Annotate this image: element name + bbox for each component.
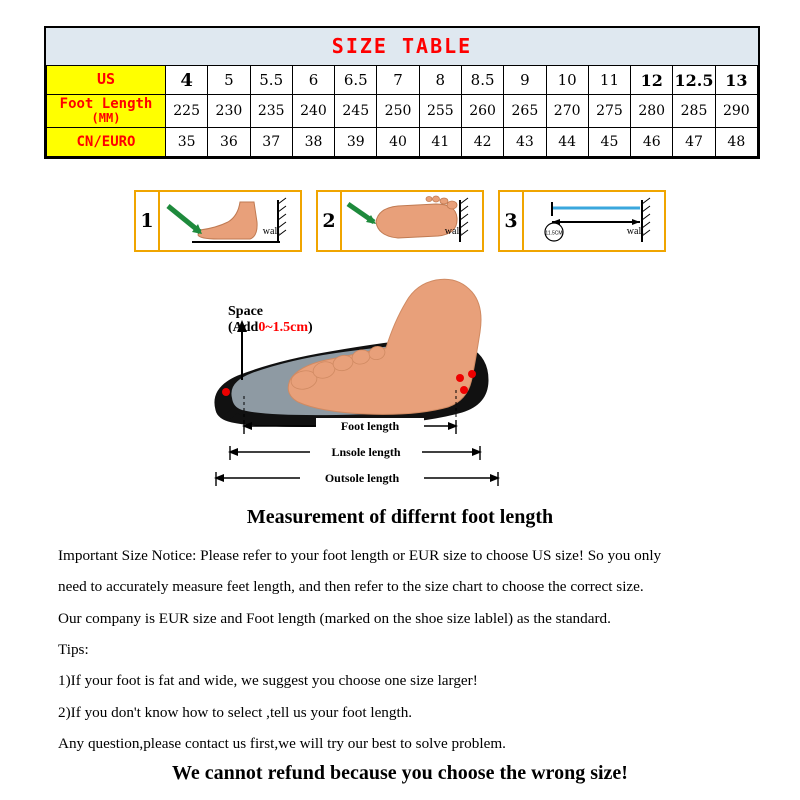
cell-us-8: 9 bbox=[504, 66, 546, 95]
cell-cn-13: 48 bbox=[715, 127, 757, 156]
cell-cn-4: 39 bbox=[335, 127, 377, 156]
cell-cn-7: 42 bbox=[461, 127, 503, 156]
notice-line-2: need to accurately measure feet length, and then refer to the size chart to choose the correct size. bbox=[58, 578, 644, 596]
notice-line-5: 1)If your foot is fat and wide, we suggest you choose one size larger! bbox=[58, 672, 478, 690]
notice-line-3: Our company is EUR size and Foot length (marked on the shoe size lablel) as the standard. bbox=[58, 609, 611, 627]
size-notice-text bbox=[58, 540, 758, 759]
step-3-illustration bbox=[522, 192, 666, 250]
row-header-cn-euro bbox=[47, 127, 166, 156]
cell-us-4: 6.5 bbox=[335, 66, 377, 95]
cell-cn-3: 38 bbox=[292, 127, 334, 156]
cell-len-9: 270 bbox=[546, 95, 588, 128]
space-label-prefix: (Add bbox=[228, 320, 259, 336]
size-table-block bbox=[44, 26, 760, 159]
measurement-steps bbox=[134, 190, 666, 252]
cell-len-11: 280 bbox=[631, 95, 673, 128]
step-2-illustration bbox=[340, 192, 484, 250]
cell-us-2: 5.5 bbox=[250, 66, 292, 95]
cell-us-1: 5 bbox=[208, 66, 250, 95]
cell-cn-1: 36 bbox=[208, 127, 250, 156]
row-header-us bbox=[47, 66, 166, 95]
cell-us-13: 13 bbox=[715, 66, 757, 95]
space-label-suffix: ) bbox=[308, 320, 313, 336]
notice-line-7: Any question,please contact us first,we will try our best to solve problem. bbox=[58, 734, 506, 752]
cell-cn-10: 45 bbox=[588, 127, 630, 156]
cell-len-10: 275 bbox=[588, 95, 630, 128]
step-number-2: 2 bbox=[318, 192, 342, 250]
cell-cn-2: 37 bbox=[250, 127, 292, 156]
table-row-cn-euro bbox=[47, 127, 758, 156]
space-label-line2 bbox=[228, 320, 313, 336]
cell-len-5: 250 bbox=[377, 95, 419, 128]
table-row-us bbox=[47, 66, 758, 95]
cell-cn-9: 44 bbox=[546, 127, 588, 156]
cell-us-11: 12 bbox=[631, 66, 673, 95]
cell-cn-8: 43 bbox=[504, 127, 546, 156]
space-label-line1: Space bbox=[228, 304, 263, 319]
step-number-1: 1 bbox=[136, 192, 160, 250]
step-2-wall-label: wall bbox=[444, 226, 462, 237]
cell-us-5: 7 bbox=[377, 66, 419, 95]
cell-len-7: 260 bbox=[461, 95, 503, 128]
row-header-foot-length-unit: (MM) bbox=[91, 111, 121, 126]
step-panel-1 bbox=[134, 190, 302, 252]
step-1-illustration bbox=[158, 192, 302, 250]
size-table-title: SIZE TABLE bbox=[46, 28, 758, 65]
step-panel-3 bbox=[498, 190, 666, 252]
cell-us-3: 6 bbox=[292, 66, 334, 95]
cell-cn-6: 41 bbox=[419, 127, 461, 156]
cell-us-0: 4 bbox=[166, 66, 208, 95]
cell-us-7: 8.5 bbox=[461, 66, 503, 95]
refund-warning: We cannot refund because you choose the wrong size! bbox=[172, 762, 628, 784]
cell-len-3: 240 bbox=[292, 95, 334, 128]
step-panel-2 bbox=[316, 190, 484, 252]
cell-len-2: 235 bbox=[250, 95, 292, 128]
step-3-wall-label: wall bbox=[626, 226, 644, 237]
cell-len-6: 255 bbox=[419, 95, 461, 128]
cell-len-8: 265 bbox=[504, 95, 546, 128]
notice-line-1: Important Size Notice: Please refer to your foot length or EUR size to choose US size! So you only bbox=[58, 547, 662, 564]
notice-line-4: Tips: bbox=[58, 640, 89, 658]
step-1-wall-label: wall bbox=[262, 226, 280, 237]
cell-cn-11: 46 bbox=[631, 127, 673, 156]
notice-line-6: 2)If you don't know how to select ,tell us your foot length. bbox=[58, 703, 413, 721]
svg-text:11.5CM: 11.5CM bbox=[545, 230, 563, 237]
foot-diagram-svg bbox=[180, 262, 620, 514]
row-header-foot-length-label: Foot Length bbox=[59, 96, 153, 112]
space-label bbox=[228, 304, 313, 336]
cell-len-4: 245 bbox=[335, 95, 377, 128]
foot-measurement-diagram bbox=[180, 262, 620, 514]
label-outsole-length: Outsole length bbox=[324, 471, 400, 485]
cell-cn-12: 47 bbox=[673, 127, 715, 156]
cell-cn-5: 40 bbox=[377, 127, 419, 156]
step-number-3: 3 bbox=[500, 192, 524, 250]
row-header-foot-length bbox=[47, 95, 166, 128]
label-foot-length: Foot length bbox=[340, 419, 400, 433]
size-table bbox=[46, 65, 758, 157]
cell-len-13: 290 bbox=[715, 95, 757, 128]
table-row-foot-length bbox=[47, 95, 758, 128]
label-insole-length: Lnsole length bbox=[331, 445, 401, 459]
cell-cn-0: 35 bbox=[166, 127, 208, 156]
cell-len-0: 225 bbox=[166, 95, 208, 128]
cell-len-1: 230 bbox=[208, 95, 250, 128]
row-header-cn-euro-label: CN/EURO bbox=[76, 133, 136, 150]
cell-us-10: 11 bbox=[588, 66, 630, 95]
row-header-us-label: US bbox=[96, 70, 116, 89]
cell-us-6: 8 bbox=[419, 66, 461, 95]
cell-us-9: 10 bbox=[546, 66, 588, 95]
space-label-value: 0~1.5cm bbox=[258, 320, 309, 336]
cell-us-12: 12.5 bbox=[673, 66, 715, 95]
cell-len-12: 285 bbox=[673, 95, 715, 128]
diagram-caption: Measurement of differnt foot length bbox=[246, 506, 554, 528]
